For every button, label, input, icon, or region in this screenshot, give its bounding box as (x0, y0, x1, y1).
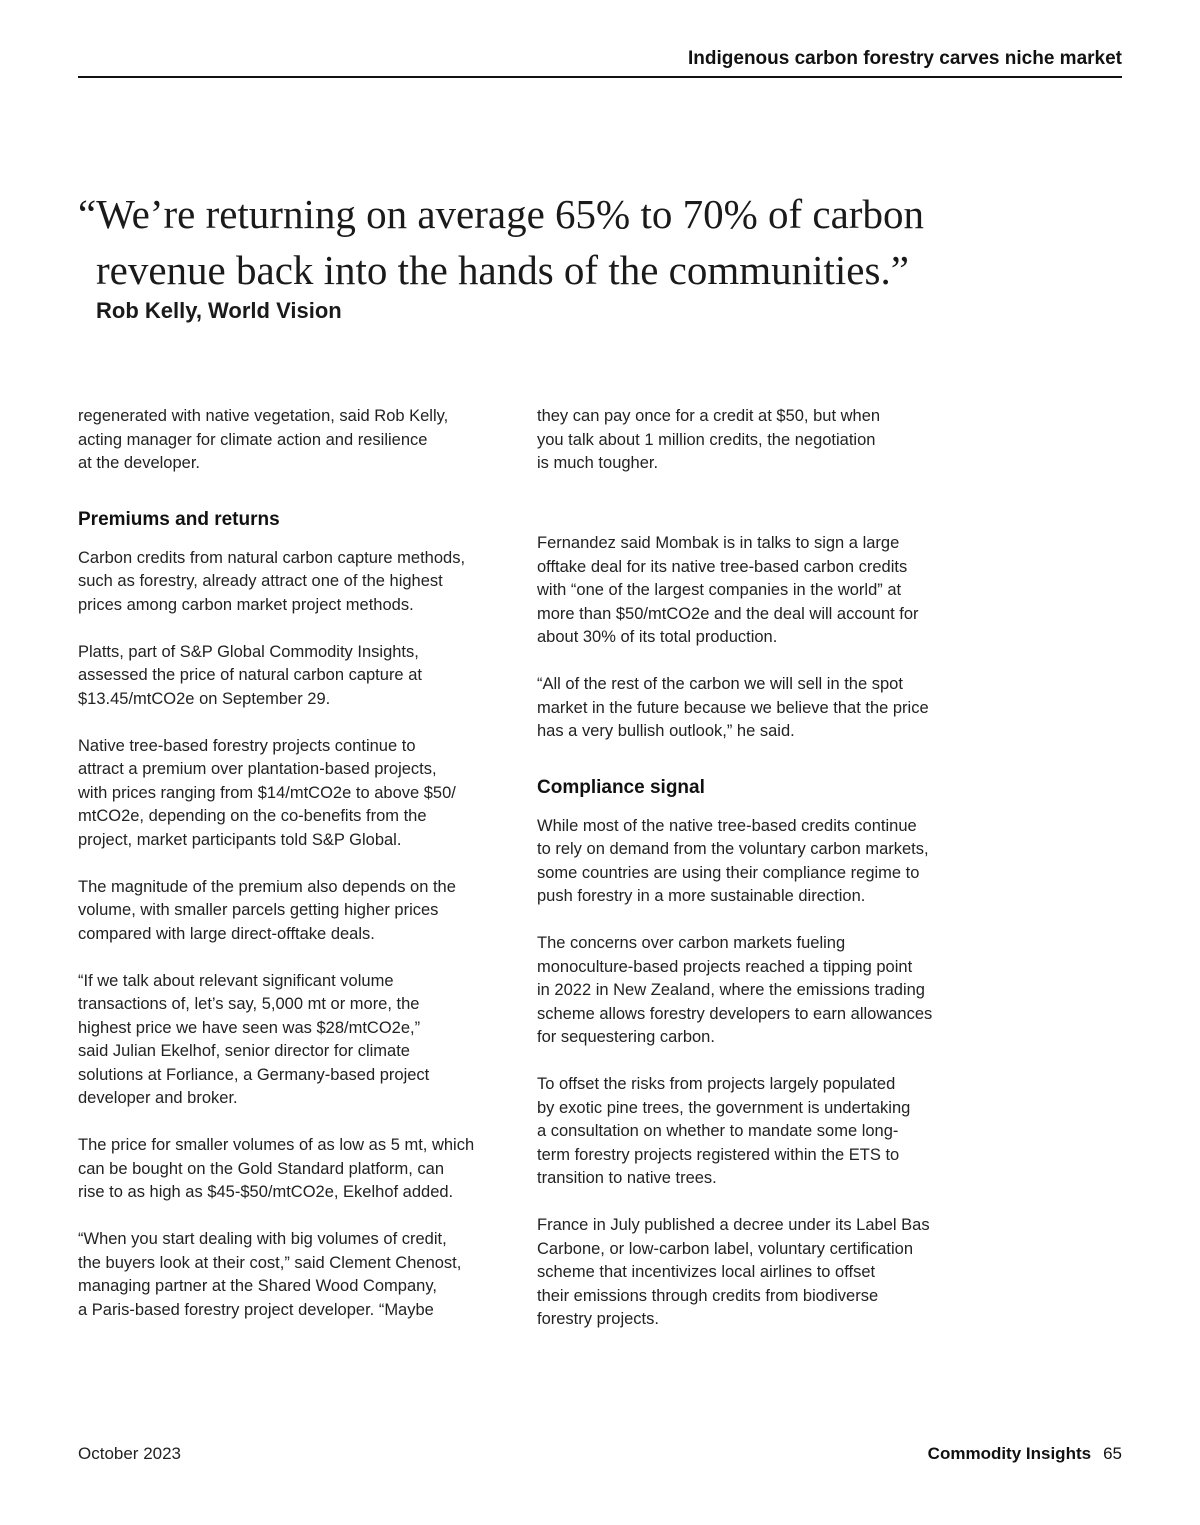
text-line: term forestry projects registered within the ETS to (537, 1145, 900, 1164)
text-line: compared with large direct-offtake deals. (78, 924, 375, 943)
footer-brand: Commodity Insights (927, 1444, 1092, 1463)
right-column (537, 405, 982, 1355)
text-line: attract a premium over plantation-based projects, (78, 760, 437, 778)
pull-quote (78, 186, 1038, 298)
text-line: is much tougher. (537, 454, 659, 472)
text-line: market in the future because we believe that the price (537, 698, 929, 717)
paragraph (537, 1073, 982, 1191)
text-line: “All of the rest of the carbon we will sell in the spot (537, 675, 903, 693)
text-line: Carbone, or low-carbon label, voluntary certification (537, 1239, 914, 1258)
paragraph (537, 405, 982, 476)
text-line: solutions at Forliance, a Germany-based project (78, 1065, 430, 1084)
text-line: developer and broker. (78, 1089, 238, 1107)
text-line: volume, with smaller parcels getting higher prices (78, 901, 439, 919)
running-header-title: Indigenous carbon forestry carves niche market (688, 48, 1122, 69)
text-line: push forestry in a more sustainable direction. (537, 887, 866, 905)
text-line: acting manager for climate action and resilience (78, 430, 428, 449)
paragraph (537, 932, 982, 1050)
text-line: Native tree-based forestry projects continue to (78, 736, 416, 755)
page-number: 65 (1103, 1444, 1122, 1463)
text-line: with “one of the largest companies in the world” at (537, 581, 902, 599)
text-line: While most of the native tree-based credits continue (537, 816, 917, 835)
text-line: Fernandez said Mombak is in talks to sign a large (537, 534, 900, 552)
text-line: To offset the risks from projects largely populated (537, 1075, 896, 1093)
text-line: $13.45/mtCO2e on September 29. (78, 689, 331, 708)
text-line: offtake deal for its native tree-based carbon credits (537, 557, 908, 576)
text-line: transactions of, let’s say, 5,000 mt or more, the (78, 995, 420, 1013)
text-line: said Julian Ekelhof, senior director for climate (78, 1042, 410, 1060)
left-column (78, 405, 523, 1346)
section-heading: Compliance signal (537, 776, 705, 798)
footer-brand-block (928, 1444, 1122, 1464)
text-line: Platts, part of S&P Global Commodity Insights, (78, 642, 419, 661)
pull-quote-line: “We’re returning on average 65% to 70% of carbon (78, 191, 924, 237)
text-line: more than $50/mtCO2e and the deal will account for (537, 604, 919, 623)
text-line: some countries are using their compliance regime to (537, 863, 920, 882)
text-line: transition to native trees. (537, 1169, 717, 1187)
paragraph (78, 876, 523, 947)
column-spacer (537, 499, 982, 532)
text-line: you talk about 1 million credits, the negotiation (537, 430, 876, 449)
text-line: The magnitude of the premium also depends on the (78, 877, 456, 896)
text-line: has a very bullish outlook,” he said. (537, 722, 795, 740)
paragraph (78, 1134, 523, 1205)
text-line: with prices ranging from $14/mtCO2e to above $50/ (78, 783, 456, 802)
pull-quote-line: revenue back into the hands of the communities.” (96, 247, 909, 293)
text-line: prices among carbon market project methods. (78, 595, 414, 614)
text-line: assessed the price of natural carbon capture at (78, 666, 422, 684)
text-line: to rely on demand from the voluntary carbon markets, (537, 840, 929, 858)
header-rule (78, 76, 1122, 78)
paragraph (78, 405, 523, 476)
text-line: The concerns over carbon markets fueling (537, 934, 846, 952)
paragraph (78, 970, 523, 1111)
text-line: scheme allows forestry developers to earn allowances (537, 1004, 933, 1023)
text-line: highest price we have seen was $28/mtCO2e,” (78, 1018, 421, 1037)
text-line: scheme that incentivizes local airlines to offset (537, 1263, 876, 1281)
text-line: their emissions through credits from biodiverse (537, 1286, 879, 1305)
footer-date: October 2023 (78, 1444, 182, 1463)
text-line: “When you start dealing with big volumes of credit, (78, 1230, 447, 1248)
paragraph (537, 673, 982, 744)
paragraph (537, 532, 982, 650)
text-line: mtCO2e, depending on the co-benefits from the (78, 807, 427, 825)
pull-quote-attribution: Rob Kelly, World Vision (96, 298, 342, 323)
paragraph (78, 1228, 523, 1322)
text-line: the buyers look at their cost,” said Clement Chenost, (78, 1253, 462, 1272)
paragraph (78, 641, 523, 712)
text-line: about 30% of its total production. (537, 628, 778, 646)
text-line: Carbon credits from natural carbon capture methods, (78, 548, 466, 567)
text-line: regenerated with native vegetation, said Rob Kelly, (78, 407, 449, 425)
text-line: managing partner at the Shared Wood Company, (78, 1277, 437, 1295)
text-line: for sequestering carbon. (537, 1028, 715, 1046)
text-line: at the developer. (78, 454, 201, 472)
text-line: can be bought on the Gold Standard platform, can (78, 1159, 444, 1178)
section-heading: Premiums and returns (78, 508, 280, 530)
text-line: France in July published a decree under its Label Bas (537, 1216, 930, 1234)
text-line: project, market participants told S&P Global. (78, 830, 402, 849)
text-line: forestry projects. (537, 1310, 659, 1328)
text-line: such as forestry, already attract one of the highest (78, 572, 443, 590)
text-line: by exotic pine trees, the government is undertaking (537, 1098, 911, 1117)
paragraph (537, 815, 982, 909)
text-line: in 2022 in New Zealand, where the emissions trading (537, 981, 925, 999)
text-line: a consultation on whether to mandate some long- (537, 1122, 899, 1140)
text-line: monoculture-based projects reached a tipping point (537, 957, 913, 976)
text-line: “If we talk about relevant significant volume (78, 971, 394, 990)
text-line: they can pay once for a credit at $50, but when (537, 407, 881, 425)
text-line: The price for smaller volumes of as low as 5 mt, which (78, 1136, 475, 1154)
paragraph (78, 735, 523, 853)
text-line: rise to as high as $45-$50/mtCO2e, Ekelhof added. (78, 1183, 454, 1201)
text-line: a Paris-based forestry project developer. “Maybe (78, 1300, 434, 1319)
paragraph (78, 547, 523, 618)
paragraph (537, 1214, 982, 1332)
